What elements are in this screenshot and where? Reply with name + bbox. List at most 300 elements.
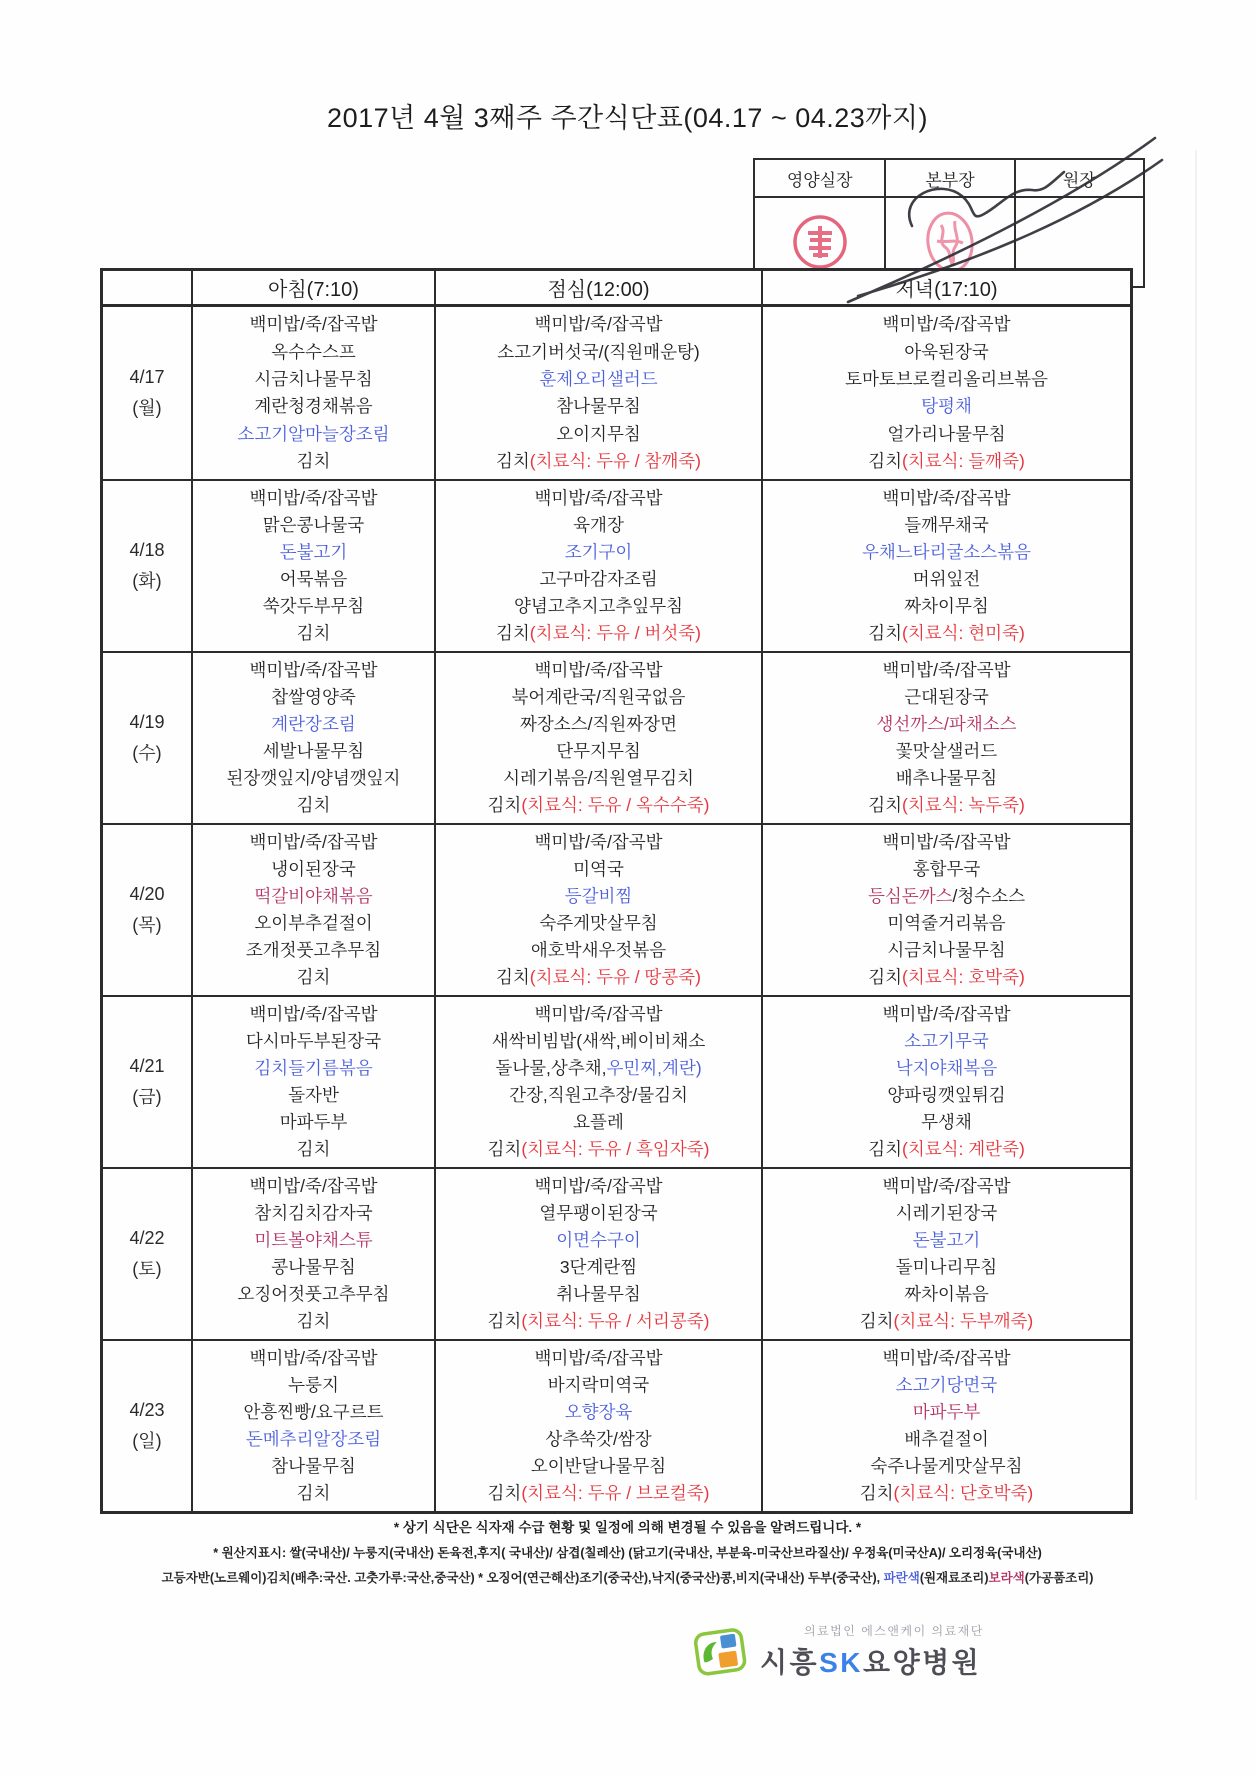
text-segment: 등갈비찜 <box>564 886 633 907</box>
menu-line <box>195 1311 432 1332</box>
text-segment: (치료식: 두유 / 서리콩죽) <box>521 1311 710 1332</box>
text-segment: 김치 <box>487 1311 522 1332</box>
menu-line <box>195 569 432 590</box>
menu-line <box>438 369 759 390</box>
menu-line <box>195 940 432 961</box>
text-segment: 아욱된장국 <box>904 341 989 362</box>
text-segment: (치료식: 두유 / 참깨죽) <box>529 450 702 471</box>
header-cell-dinner: 저녁(17:10) <box>761 271 1130 307</box>
text-segment: 상추쑥갓/쌈장 <box>545 1429 652 1450</box>
text-segment: 보라색 <box>988 1571 1025 1585</box>
text-segment: 김치 <box>859 1483 894 1504</box>
menu-line <box>765 396 1128 417</box>
text-segment: (치료식: 두유 / 땅콩죽) <box>529 967 702 988</box>
text-segment: 양파링깻잎튀김 <box>887 1085 1006 1106</box>
menu-line <box>438 1257 759 1278</box>
text-segment: /청수소스 <box>952 886 1025 907</box>
menu-line <box>195 1004 432 1025</box>
text-segment: 김치 <box>487 1139 522 1160</box>
text-segment: 백미밥/죽/잡곡밥 <box>882 1004 1011 1025</box>
text-segment: 취나물무침 <box>556 1284 641 1305</box>
date-cell <box>103 307 191 479</box>
menu-line <box>438 859 759 880</box>
menu-line <box>195 1058 432 1079</box>
menu-line <box>438 1456 759 1477</box>
text-segment: 얼가리나물무침 <box>887 423 1006 444</box>
text-segment: 백미밥/죽/잡곡밥 <box>534 1348 663 1369</box>
menu-line <box>438 913 759 934</box>
text-segment: 백미밥/죽/잡곡밥 <box>534 314 663 335</box>
menu-line <box>765 1284 1128 1305</box>
menu-line <box>765 451 1128 472</box>
menu-line <box>438 1203 759 1224</box>
text-segment: 훈제오리샐러드 <box>539 369 658 389</box>
page-title: 2017년 4월 3째주 주간식단표(04.17 ~ 04.23까지) <box>327 103 928 133</box>
menu-line <box>438 1311 759 1332</box>
text-segment: (원재료조리) <box>919 1571 989 1585</box>
menu-line <box>438 596 759 617</box>
menu-line <box>195 768 432 789</box>
text-segment: 옥수수스프 <box>271 341 356 362</box>
menu-line <box>195 1257 432 1278</box>
menu-line <box>765 1230 1128 1251</box>
menu-line <box>195 542 432 563</box>
menu-line <box>195 687 432 708</box>
text-segment: 새싹비빔밥(새싹,베이비채소 <box>491 1031 706 1052</box>
text-segment: 백미밥/죽/잡곡밥 <box>534 832 663 853</box>
menu-line <box>438 1112 759 1133</box>
menu-cell <box>761 479 1130 651</box>
menu-line <box>195 859 432 880</box>
date-label: 4/21 <box>129 1055 165 1076</box>
weekday-label: (일) <box>132 1430 162 1451</box>
menu-cell <box>191 1339 434 1511</box>
hospital-name <box>760 1641 984 1681</box>
date-cell <box>103 1167 191 1339</box>
text-segment: 미역줄거리볶음 <box>887 913 1006 934</box>
text-segment: 백미밥/죽/잡곡밥 <box>882 1348 1011 1369</box>
text-segment: (치료식: 단호박죽) <box>893 1483 1034 1504</box>
text-segment: 백미밥/죽/잡곡밥 <box>249 832 378 853</box>
date-cell <box>103 651 191 823</box>
text-segment: 무생채 <box>921 1112 972 1133</box>
text-segment: 백미밥/죽/잡곡밥 <box>249 1348 378 1369</box>
date-label: 4/20 <box>129 883 165 904</box>
text-segment: 백미밥/죽/잡곡밥 <box>249 660 378 681</box>
text-segment: (가공품조리) <box>1024 1571 1094 1585</box>
menu-line <box>438 569 759 590</box>
menu-line <box>765 1348 1128 1369</box>
text-segment: 냉이된장국 <box>271 859 356 880</box>
menu-line <box>438 714 759 735</box>
menu-cell <box>191 479 434 651</box>
text-segment: (치료식: 호박죽) <box>902 967 1025 988</box>
menu-line <box>195 369 432 390</box>
text-segment: 오이지무침 <box>556 423 641 444</box>
menu-line <box>765 795 1128 816</box>
weekday-label: (토) <box>132 1258 162 1279</box>
text-segment: 탕평채 <box>921 396 972 417</box>
text-segment: 오징어젓풋고추무침 <box>237 1284 390 1305</box>
approval-header-nutrition-chief: 영양실장 <box>755 160 884 198</box>
text-segment: 마파두부 <box>279 1112 348 1133</box>
date-label: 4/18 <box>129 539 165 560</box>
text-segment: 김치 <box>495 967 530 988</box>
text-segment: 바지락미역국 <box>547 1375 650 1396</box>
menu-line <box>765 488 1128 509</box>
text-segment: 돌미나리무침 <box>895 1257 998 1278</box>
text-segment: 오향장육 <box>564 1402 633 1423</box>
text-segment: 김치 <box>868 967 902 988</box>
text-segment: 다시마두부된장국 <box>245 1031 382 1052</box>
text-segment: (치료식: 두부깨죽) <box>893 1311 1034 1332</box>
text-segment: 들깨무채국 <box>904 515 989 536</box>
menu-line <box>765 940 1128 961</box>
text-segment: 참치김치감자국 <box>254 1203 373 1224</box>
menu-line <box>438 1483 759 1504</box>
text-segment: 소고기무국 <box>904 1031 989 1052</box>
menu-cell <box>761 307 1130 479</box>
menu-cell <box>761 1339 1130 1511</box>
header-cell-empty <box>103 271 191 307</box>
date-cell <box>103 823 191 995</box>
menu-line <box>765 1429 1128 1450</box>
text-segment: 백미밥/죽/잡곡밥 <box>534 1004 663 1025</box>
menu-line <box>765 967 1128 988</box>
text-segment: 어묵볶음 <box>279 569 348 590</box>
text-segment: 파란색 <box>883 1571 920 1585</box>
menu-line <box>765 1483 1128 1504</box>
text-segment: 백미밥/죽/잡곡밥 <box>534 660 663 681</box>
menu-table <box>100 268 1133 1514</box>
menu-line <box>195 488 432 509</box>
menu-line <box>765 1139 1128 1160</box>
text-segment: 배추겉절이 <box>904 1429 989 1450</box>
text-segment: 조개젓풋고추무침 <box>245 940 382 961</box>
text-segment: 김치 <box>296 1139 331 1160</box>
text-segment: 짜장소스/직원짜장면 <box>519 714 677 735</box>
menu-line <box>765 569 1128 590</box>
text-segment: 소고기알마늘장조림 <box>237 423 390 444</box>
menu-line <box>195 967 432 988</box>
menu-line <box>195 1031 432 1052</box>
menu-line <box>195 913 432 934</box>
text-segment: (치료식: 두유 / 옥수수죽) <box>521 795 710 816</box>
menu-cell <box>191 995 434 1167</box>
menu-cell <box>761 651 1130 823</box>
text-segment: 콩나물무침 <box>271 1257 356 1278</box>
menu-line <box>195 832 432 853</box>
text-segment: 김치 <box>487 795 522 816</box>
text-segment: 백미밥/죽/잡곡밥 <box>882 1176 1011 1197</box>
text-segment: 이면수구이 <box>556 1230 641 1251</box>
approval-header-director: 원장 <box>1014 160 1143 198</box>
menu-line <box>438 1348 759 1369</box>
menu-line <box>765 1085 1128 1106</box>
date-cell <box>103 1339 191 1511</box>
menu-line <box>438 1284 759 1305</box>
menu-line <box>765 768 1128 789</box>
menu-cell <box>434 651 761 823</box>
date-cell <box>103 995 191 1167</box>
text-segment: 김치 <box>296 967 331 988</box>
weekday-label: (월) <box>132 397 162 418</box>
menu-cell <box>191 1167 434 1339</box>
menu-cell <box>761 1167 1130 1339</box>
text-segment: (치료식: 현미죽) <box>902 623 1025 644</box>
text-segment: 숙주나물게맛살무침 <box>870 1456 1023 1477</box>
text-segment: 참나물무침 <box>271 1456 356 1477</box>
text-segment: 단무지무침 <box>556 741 641 762</box>
menu-line <box>438 1176 759 1197</box>
menu-cell <box>434 479 761 651</box>
menu-line <box>195 1112 432 1133</box>
menu-line <box>438 886 759 907</box>
text-segment: 시레기된장국 <box>895 1203 998 1224</box>
text-segment: 우채느타리굴소스볶음 <box>861 542 1032 563</box>
hospital-name-sk: SK <box>819 1647 864 1678</box>
text-segment: 시금치나물무침 <box>887 940 1006 961</box>
text-segment: 마파두부 <box>912 1402 981 1423</box>
text-segment: (치료식: 들깨죽) <box>902 450 1025 471</box>
text-segment: 김치 <box>296 450 331 471</box>
text-segment: 백미밥/죽/잡곡밥 <box>882 488 1011 509</box>
text-segment: 꽃맛살샐러드 <box>895 741 998 762</box>
text-segment: 돌나물,상추채, <box>495 1058 607 1079</box>
menu-line <box>765 424 1128 445</box>
menu-line <box>765 369 1128 390</box>
menu-line <box>195 714 432 735</box>
menu-line <box>438 768 759 789</box>
text-segment: 짜차이볶음 <box>904 1284 989 1305</box>
menu-line <box>438 451 759 472</box>
text-segment: 오이반달나물무침 <box>530 1456 667 1477</box>
menu-line <box>195 1203 432 1224</box>
menu-cell <box>191 307 434 479</box>
menu-line <box>195 795 432 816</box>
seal-stamp-icon <box>919 207 981 277</box>
menu-line <box>195 1085 432 1106</box>
text-segment: 누룽지 <box>288 1375 339 1396</box>
text-segment: 오이부추겉절이 <box>254 913 373 934</box>
hospital-logo-block <box>688 1620 984 1682</box>
menu-line <box>195 1375 432 1396</box>
scan-edge-artifact <box>1195 150 1197 1500</box>
menu-line <box>195 396 432 417</box>
menu-line <box>765 314 1128 335</box>
text-segment: 김치 <box>868 450 902 471</box>
footnote-change-notice: * 상기 식단은 식자재 수급 현황 및 일정에 의해 변경될 수 있음을 알려드립니다. * <box>393 1520 862 1535</box>
text-segment: 돈메추리알장조림 <box>245 1429 382 1450</box>
text-segment: 요플레 <box>573 1112 624 1133</box>
foundation-name: 의료법인 에스앤케이 의료재단 <box>804 1624 984 1638</box>
weekday-label: (목) <box>132 914 162 935</box>
menu-line <box>765 687 1128 708</box>
weekday-label: (수) <box>132 742 162 763</box>
date-label: 4/23 <box>129 1399 165 1420</box>
text-segment: 김치 <box>868 623 902 644</box>
text-segment: 참나물무침 <box>556 396 641 417</box>
date-label: 4/22 <box>129 1227 165 1248</box>
menu-line <box>195 1139 432 1160</box>
text-segment: 3단계란찜 <box>559 1257 638 1278</box>
menu-line <box>765 859 1128 880</box>
menu-line <box>765 596 1128 617</box>
menu-line <box>765 1031 1128 1052</box>
menu-line <box>195 1230 432 1251</box>
menu-cell <box>434 1339 761 1511</box>
text-segment: 맑은콩나물국 <box>262 515 365 536</box>
menu-line <box>195 1456 432 1477</box>
text-segment: 머위잎전 <box>912 569 981 590</box>
menu-line <box>438 424 759 445</box>
text-segment: 배추나물무침 <box>895 768 998 789</box>
menu-line <box>438 396 759 417</box>
date-cell <box>103 479 191 651</box>
date-label: 4/17 <box>129 366 165 387</box>
text-segment: (치료식: 녹두죽) <box>902 795 1025 816</box>
text-segment: (치료식: 두유 / 브로컬죽) <box>521 1483 710 1504</box>
text-segment: 짜차이무침 <box>904 596 989 617</box>
footnote-origin-line2 <box>0 1568 1255 1586</box>
text-segment: 백미밥/죽/잡곡밥 <box>249 488 378 509</box>
text-segment: 낙지야채복음 <box>895 1058 998 1079</box>
menu-line <box>765 1058 1128 1079</box>
menu-line <box>765 913 1128 934</box>
menu-line <box>765 342 1128 363</box>
menu-line <box>195 1348 432 1369</box>
menu-line <box>765 886 1128 907</box>
approval-header-hq-manager: 본부장 <box>884 160 1013 198</box>
menu-line <box>765 1456 1128 1477</box>
text-segment: 소고기당면국 <box>895 1375 998 1396</box>
text-segment: 우민찌,계란) <box>606 1058 702 1079</box>
text-segment: 숙주게맛살무침 <box>539 913 658 934</box>
menu-line <box>195 1483 432 1504</box>
menu-line <box>438 515 759 536</box>
menu-line <box>195 660 432 681</box>
text-segment: 김치들기름볶음 <box>254 1058 373 1079</box>
menu-cell <box>761 995 1130 1167</box>
text-segment: 시금치나물무침 <box>254 369 373 389</box>
hospital-name-suffix: 요양병원 <box>863 1647 982 1678</box>
text-segment: 육개장 <box>573 515 624 536</box>
menu-line <box>765 1311 1128 1332</box>
menu-line <box>438 342 759 363</box>
menu-line <box>195 451 432 472</box>
menu-line <box>438 1085 759 1106</box>
weekday-label: (금) <box>132 1086 162 1107</box>
menu-cell <box>434 1167 761 1339</box>
menu-line <box>195 515 432 536</box>
menu-line <box>438 1230 759 1251</box>
menu-line <box>765 623 1128 644</box>
text-segment: 북어계란국/직원국없음 <box>511 687 686 708</box>
text-segment: 백미밥/죽/잡곡밥 <box>249 1176 378 1197</box>
text-segment: 백미밥/죽/잡곡밥 <box>882 660 1011 681</box>
text-segment: 계란청경채볶음 <box>254 396 373 417</box>
menu-cell <box>434 307 761 479</box>
text-segment: 조기구이 <box>564 542 633 563</box>
menu-line <box>195 886 432 907</box>
text-segment: 김치 <box>296 1483 331 1504</box>
text-segment: 세발나물무침 <box>262 741 365 762</box>
text-segment: (치료식: 두유 / 버섯죽) <box>529 623 702 644</box>
menu-line <box>438 795 759 816</box>
menu-cell <box>761 823 1130 995</box>
header-cell-lunch: 점심(12:00) <box>434 271 761 307</box>
menu-line <box>438 687 759 708</box>
menu-line <box>438 1139 759 1160</box>
menu-line <box>765 1004 1128 1025</box>
text-segment: 미역국 <box>573 859 624 880</box>
menu-line <box>195 342 432 363</box>
text-segment: 시레기볶음/직원열무김치 <box>503 768 694 789</box>
text-segment: 고등자반(노르웨이)김치(배추:국산. 고춧가루:국산,중국산) * 오징어(연근해산)조기(중국산),낙지(중국산)콩,비지(국내산) 두부(중국산), <box>161 1571 884 1585</box>
text-segment: 김치 <box>868 1139 902 1160</box>
text-segment: 근대된장국 <box>904 687 989 708</box>
menu-line <box>765 1402 1128 1423</box>
menu-line <box>765 542 1128 563</box>
menu-line <box>195 1176 432 1197</box>
text-segment: 김치 <box>296 623 331 644</box>
text-segment: 백미밥/죽/잡곡밥 <box>249 314 378 335</box>
text-segment: 김치 <box>495 623 530 644</box>
text-segment: 백미밥/죽/잡곡밥 <box>882 832 1011 853</box>
menu-line <box>195 1429 432 1450</box>
text-segment: 백미밥/죽/잡곡밥 <box>534 488 663 509</box>
text-segment: 김치 <box>296 795 331 816</box>
menu-line <box>195 424 432 445</box>
menu-line <box>195 314 432 335</box>
menu-line <box>438 623 759 644</box>
menu-line <box>765 832 1128 853</box>
text-segment: 생선까스/파채소스 <box>876 714 1017 735</box>
text-segment: 찹쌀영양죽 <box>271 687 356 708</box>
text-segment: 돌자반 <box>288 1085 339 1106</box>
menu-line <box>195 1284 432 1305</box>
menu-line <box>765 741 1128 762</box>
menu-line <box>195 1402 432 1423</box>
text-segment: 백미밥/죽/잡곡밥 <box>534 1176 663 1197</box>
menu-line <box>195 741 432 762</box>
text-segment: 양념고추지고추잎무침 <box>513 596 684 617</box>
menu-line <box>438 741 759 762</box>
menu-line <box>438 940 759 961</box>
text-segment: 계란장조림 <box>271 714 356 735</box>
text-segment: 소고기버섯국/(직원매운탕) <box>497 341 700 362</box>
menu-line <box>438 1429 759 1450</box>
menu-line <box>438 314 759 335</box>
hospital-logo-icon <box>688 1620 750 1682</box>
text-segment: 김치 <box>495 450 530 471</box>
menu-line <box>765 515 1128 536</box>
text-segment: (치료식: 계란죽) <box>902 1139 1025 1160</box>
text-segment: 김치 <box>859 1311 894 1332</box>
text-segment: 등심돈까스 <box>867 886 953 907</box>
hospital-logo-text <box>760 1620 984 1681</box>
menu-line <box>438 967 759 988</box>
text-segment: 김치 <box>296 1311 331 1332</box>
text-segment: 토마토브로컬리올리브볶음 <box>845 369 1048 389</box>
menu-line <box>765 1112 1128 1133</box>
menu-line <box>438 832 759 853</box>
text-segment: 떡갈비야채볶음 <box>254 886 373 907</box>
menu-line <box>195 596 432 617</box>
weekday-label: (화) <box>132 570 162 591</box>
menu-line <box>765 714 1128 735</box>
menu-line <box>438 660 759 681</box>
